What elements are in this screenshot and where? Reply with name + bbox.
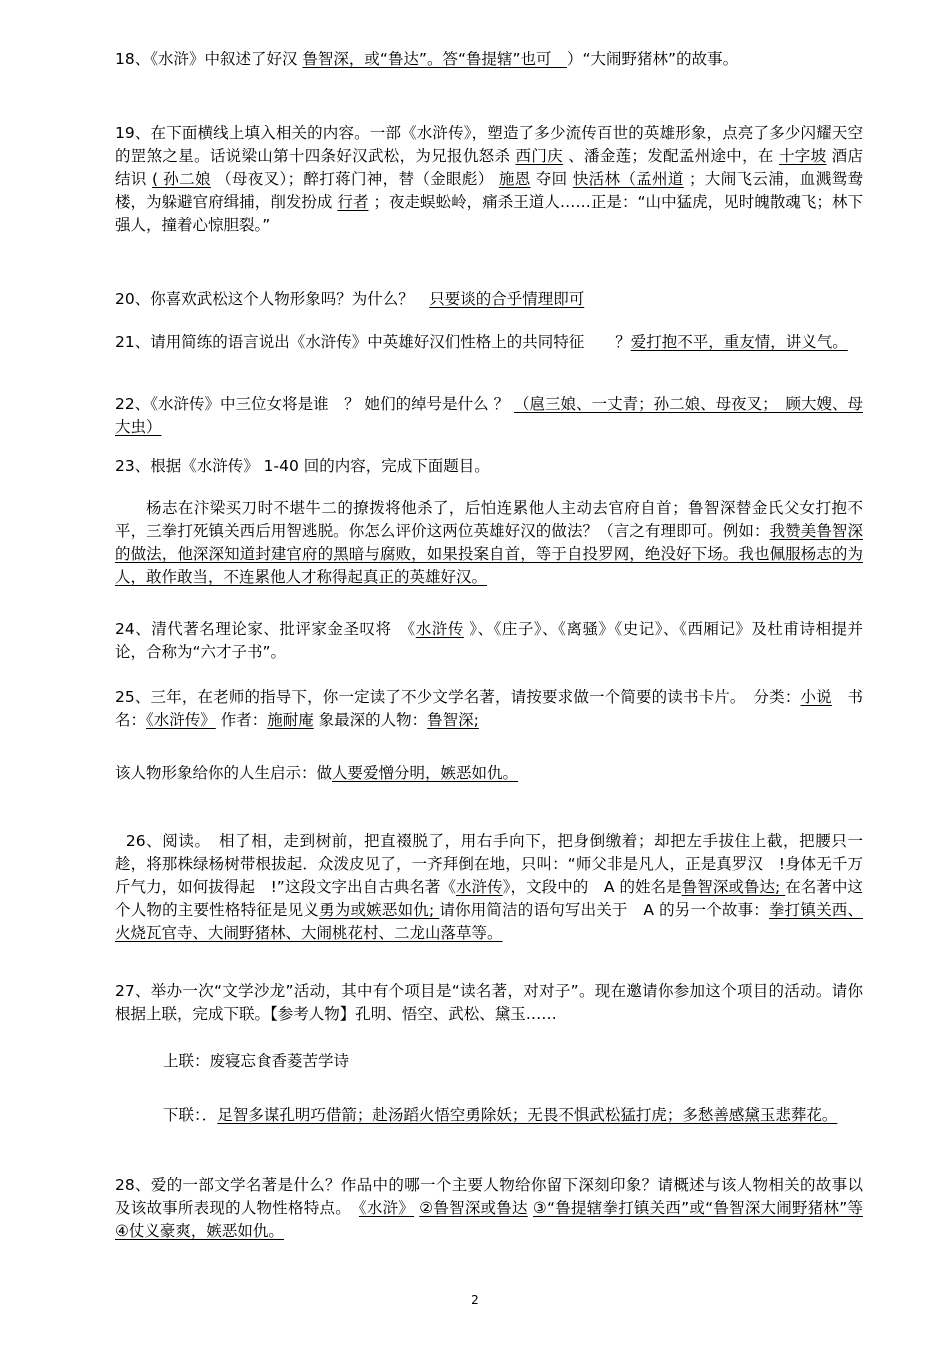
answer-26-4: 拳打镇关西、火烧瓦官寺、大闹野猪林、大闹桃花村、二龙山落草等。 [115, 901, 863, 942]
answer-28-1: 《水浒》 [358, 1199, 415, 1217]
answer-19-5: 快活林（孟州道 [572, 170, 684, 188]
question-23-passage: 杨志在汴梁买刀时不堪牛二的撩拨将他杀了，后怕连累他人主动去官府自首；鲁智深替金氏父女打抱不平，三拳打死镇关西后用智逃脱。你怎么评价这两位英雄好汉的做法？（言之有理即可。例如：我赞美鲁智深的做法，他深深知道封建官府的黑暗与腐败，如果投案自首，等于自投罗网，绝没好下场。我也佩服杨志的为人，敢作敢当，不连累他人才称得起真正的英雄好汉。 [115, 499, 863, 586]
question-21: 21、请用简练的语言说出《水浒传》中英雄好汉们性格上的共同特征 ？爱打抱不平，重友情，讲义气。 [115, 333, 848, 351]
answer-19-6: 行者 [337, 193, 369, 211]
question-27: 27、举办一次“文学沙龙”活动，其中有个项目是“读名著，对对子”。现在邀请你参加这个项目的活动。请你根据上联，完成下联。【参考人物】孔明、悟空、武松、黛玉…… [115, 982, 863, 1023]
answer-26-2: 鲁智深或鲁达; [681, 878, 786, 896]
answer-23-1: 我赞美鲁智深的做法，他深深知道封建官府的黑暗与腐败，如果投案自首，等于自投罗网，绝没好下场。我也佩服杨志的为人，敢作敢当，不连累他人才称得起真正的英雄好汉。 [115, 522, 863, 586]
answer-22-1: （扈三娘、一丈青；孙二娘、母夜叉； 顾大嫂、母大虫） [115, 395, 863, 436]
page-number: 2 [471, 1293, 479, 1307]
answer-19-1: 西门庆 [515, 147, 563, 165]
answer-25-5: 人要爱憎分明，嫉恶如仇。 [332, 764, 519, 782]
answer-24-1: 水浒传 [415, 620, 464, 638]
question-19: 19、在下面横线上填入相关的内容。一部《水浒传》，塑造了多少流传百世的英雄形象，点亮了多少闪耀天空的罡煞之星。话说梁山第十四条好汉武松，为兄报仇怒杀 西门庆 、潘金莲；发配孟州途中，在 十字坡 酒店结识 ( 孙二娘 （母夜叉）；醉打蒋门神，替（金眼彪） 施恩 夺回 快活林（孟州道 ；大闹飞云浦，血溅鸳鸯楼，为躲避官府缉捕，削发扮成 行者 ；夜走蜈蚣岭，痛杀王道人……正是：“山中猛虎，见时魄散魂飞；林下强人，撞着心惊胆裂。” [115, 124, 863, 234]
question-24: 24、清代著名理论家、批评家金圣叹将 《水浒传 》、《庄子》、《离骚》《史记》、《西厢记》及杜甫诗相提并论，合称为“六才子书”。 [115, 620, 863, 661]
answer-26-1: 水浒传 [456, 878, 503, 896]
answer-25-4: 鲁智深; [427, 711, 479, 729]
couplet-upper: 上联：废寝忘食香菱苦学诗 [163, 1052, 350, 1070]
answer-25-2: 《水浒传》 [146, 711, 216, 729]
answer-26-3: 勇为或嫉恶如仇; [319, 901, 440, 919]
question-22: 22、《水浒传》中三位女将是谁 ？ 她们的绰号是什么 ？ （扈三娘、一丈青；孙二娘、母夜叉； 顾大嫂、母大虫） [115, 395, 863, 436]
answer-28-3: ③“鲁提辖拳打镇关西”或“鲁智深大闹野猪林”等 [532, 1199, 863, 1217]
answer-19-2: 十字坡 [778, 147, 827, 165]
answer-28-4: ④仗义豪爽，嫉恶如仇。 [115, 1222, 284, 1240]
question-26: 26、阅读。 相了相，走到树前，把直裰脱了，用右手向下，把身倒缴着；却把左手拔住上截，把腰只一趁，将那株绿杨树带根拔起．众泼皮见了，一齐拜倒在地，只叫：“师父非是凡人，正是真罗汉 !身体无千万斤气力，如何拔得起 !”这段文字出自古典名著《水浒传》，文段中的 A 的姓名是鲁智深或鲁达; 在名著中这个人物的主要性格特征是见义勇为或嫉恶如仇; 请你用简洁的语句写出关于 A 的另一个故事：拳打镇关西、火烧瓦官寺、大闹野猪林、大闹桃花村、二龙山落草等。 [115, 832, 863, 942]
answer-19-3: ( 孙二娘 [151, 170, 211, 188]
answer-21-1: 爱打抱不平，重友情，讲义气。 [630, 333, 848, 351]
answer-27-1: 足智多谋孔明巧借箭；赴汤蹈火悟空勇除妖；无畏不惧武松猛打虎；多愁善感黛玉悲葬花。 [217, 1106, 838, 1124]
answer-28-2: ②鲁智深或鲁达 [419, 1199, 528, 1217]
answer-25-1: 小说 [800, 688, 832, 706]
question-20: 20、你喜欢武松这个人物形象吗？为什么？ 只要谈的合乎情理即可 [115, 290, 585, 308]
question-25: 25、三年，在老师的指导下，你一定读了不少文学名著，请按要求做一个简要的读书卡片。 分类：小说 书名：《水浒传》 作者：施耐庵 象最深的人物：鲁智深; [115, 688, 863, 729]
couplet-lower: 下联：．足智多谋孔明巧借箭；赴汤蹈火悟空勇除妖；无畏不惧武松猛打虎；多愁善感黛玉悲葬花。 [163, 1106, 838, 1124]
question-25-insight: 该人物形象给你的人生启示：做人要爱憎分明，嫉恶如仇。 [115, 764, 519, 782]
question-18: 18、《水浒》中叙述了好汉 鲁智深，或“鲁达”。答“鲁提辖”也可 ）“大闹野猪林”的故事。 [115, 50, 739, 68]
question-28: 28、爱的一部文学名著是什么？作品中的哪一个主要人物给你留下深刻印象？请概述与该人物相关的故事以及该故事所表现的人物性格特点。 《水浒》 ②鲁智深或鲁达 ③“鲁提辖拳打镇关西”或“鲁智深大闹野猪林”等 ④仗义豪爽，嫉恶如仇。 [115, 1176, 863, 1240]
answer-19-4: 施恩 [498, 170, 531, 188]
answer-18-1: 鲁智深，或“鲁达”。答“鲁提辖”也可 [302, 50, 568, 68]
question-23: 23、根据《水浒传》 1-40 回的内容，完成下面题目。 [115, 457, 490, 475]
answer-20-1: 只要谈的合乎情理即可 [429, 290, 585, 308]
answer-25-3: 施耐庵 [267, 711, 314, 729]
